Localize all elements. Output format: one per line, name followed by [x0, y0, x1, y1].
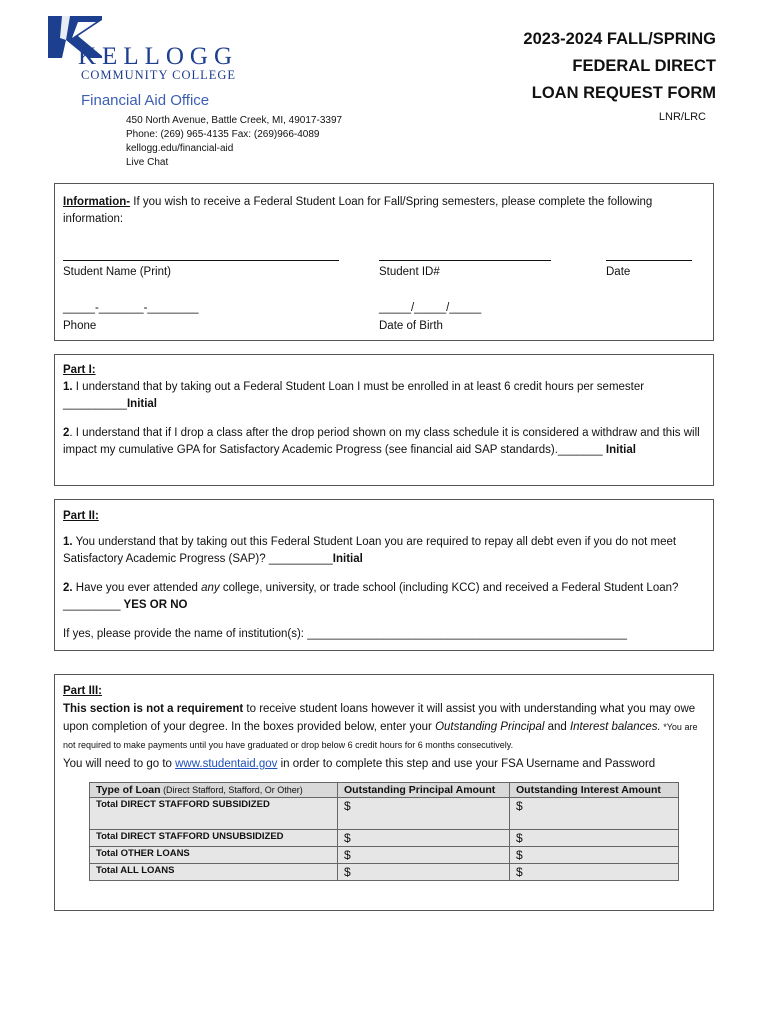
student-id-field[interactable] [379, 260, 551, 261]
item-number: 1. [63, 381, 73, 393]
item-emphasis: any [201, 582, 220, 594]
part-2-section [54, 499, 714, 651]
phone-label: Phone [63, 320, 97, 332]
institution-label: If yes, please provide the name of institution(s): [63, 628, 308, 640]
table-row [90, 830, 679, 847]
part-3-content [63, 683, 709, 773]
intro-principal: Outstanding Principal [435, 721, 545, 733]
loan-type: Total DIRECT STAFFORD UNSUBSIDIZED [90, 830, 338, 847]
interest-amount-field[interactable]: $ [510, 830, 679, 847]
initial-label: Initial [332, 553, 363, 565]
table-row [90, 798, 679, 830]
studentaid-instruction [63, 756, 709, 773]
part-2-initial-field[interactable]: __________ [268, 553, 333, 565]
title-line-1: 2023-2024 FALL/SPRING [523, 30, 716, 48]
intro-and: and [544, 721, 570, 733]
item-number: 1. [63, 536, 73, 548]
intro-bold: This section is not a requirement [63, 703, 244, 715]
item-number: 2 [63, 427, 70, 439]
instruction-text: in order to complete this step and use your FSA Username and Password [277, 758, 656, 770]
form-code: LNR/LRC [658, 111, 706, 123]
part-1-heading: Part I: [63, 364, 96, 376]
part-1-content [63, 362, 707, 459]
information-text: If you wish to receive a Federal Student Loan for Fall/Spring semesters, please complete the following information: [63, 196, 653, 225]
phone-field[interactable]: _____-_______-________ [63, 302, 199, 314]
part-3-section [54, 674, 714, 911]
item-text: You understand that by taking out this Federal Student Loan you are required to repay all debt even if you do not meet Satisfactory Academic Progress (SAP)? [63, 536, 677, 565]
item-text: . I understand that if I drop a class after the drop period shown on my class schedule it is considered a withdraw and this will impact my cumulative GPA for Satisfactory Academic Progress (see financial aid SAP standards). [63, 427, 700, 456]
institution-field[interactable]: __________________________________________________ [307, 628, 627, 640]
loan-table [89, 782, 679, 881]
address: 450 North Avenue, Battle Creek, MI, 49017-3397 [126, 115, 343, 126]
part-2-item-2 [63, 580, 707, 614]
interest-amount-field[interactable]: $ [510, 847, 679, 864]
student-id-label: Student ID# [379, 266, 440, 278]
part-3-heading: Part III: [63, 685, 102, 697]
item-text: college, university, or trade school (including KCC) and received a Federal Student Loan? [219, 582, 679, 594]
part-2-heading: Part II: [63, 510, 99, 522]
initial-label: Initial [602, 444, 636, 456]
office-name: Financial Aid Office [81, 92, 210, 109]
institution-row [63, 626, 707, 643]
website: kellogg.edu/financial-aid [126, 143, 234, 154]
item-text: Have you ever attended [72, 582, 202, 594]
principal-amount-field[interactable]: $ [338, 830, 510, 847]
intro-note: *You are not required to make payments until you have graduated or drop below 6 credit hours for 6 months consecutively. [63, 722, 698, 750]
part-3-intro [63, 700, 709, 754]
information-section [54, 183, 714, 341]
intro-interest: Interest balances. [569, 721, 661, 733]
initial-label: Initial [126, 398, 157, 410]
part-2-item-1 [63, 534, 707, 568]
date-field[interactable] [606, 260, 692, 261]
intro-text: to receive student loans however it will assist you with understanding what you may owe upon completion of your degree. In the boxes provided below, enter your [63, 703, 696, 733]
logo-wordmark: KELLOGG [78, 43, 239, 70]
part-1-initial-1-field[interactable]: __________ [63, 398, 127, 410]
table-row [90, 864, 679, 881]
part-1-item-2 [63, 425, 707, 459]
col-interest: Outstanding Interest Amount [510, 783, 679, 798]
table-row [90, 847, 679, 864]
information-heading: Information- [63, 196, 131, 208]
loan-type: Total DIRECT STAFFORD SUBSIDIZED [90, 798, 338, 830]
part-1-item-1 [63, 379, 707, 413]
yes-no-field[interactable]: _________ [63, 599, 121, 611]
phone-fax: Phone: (269) 965-4135 Fax: (269)966-4089 [126, 129, 320, 140]
loan-type: Total OTHER LOANS [90, 847, 338, 864]
col-principal: Outstanding Principal Amount [338, 783, 510, 798]
live-chat: Live Chat [126, 157, 169, 168]
dob-label: Date of Birth [379, 320, 443, 332]
part-1-initial-2-field[interactable]: _______ [557, 444, 603, 456]
item-number: 2. [63, 582, 73, 594]
form-title [523, 26, 716, 107]
principal-amount-field[interactable]: $ [338, 847, 510, 864]
logo-subtitle: COMMUNITY COLLEGE [81, 68, 237, 82]
title-line-2: FEDERAL DIRECT [572, 57, 716, 75]
instruction-text: You will need to go to [63, 758, 176, 770]
interest-amount-field[interactable]: $ [510, 798, 679, 830]
col-label: Type of Loan [96, 784, 161, 796]
dob-field[interactable]: _____/_____/_____ [379, 302, 482, 314]
contact-block [126, 114, 342, 170]
studentaid-link[interactable]: www.studentaid.gov [175, 758, 278, 770]
col-note: (Direct Stafford, Stafford, Or Other) [160, 785, 303, 795]
yes-no-label: YES OR NO [120, 599, 188, 611]
interest-amount-field[interactable]: $ [510, 864, 679, 881]
loan-table-header [90, 783, 679, 798]
loan-type: Total ALL LOANS [90, 864, 338, 881]
information-intro [63, 194, 703, 228]
item-text: I understand that by taking out a Federal Student Loan I must be enrolled in at least 6 credit hours per semester [72, 381, 645, 393]
principal-amount-field[interactable]: $ [338, 864, 510, 881]
principal-amount-field[interactable]: $ [338, 798, 510, 830]
date-label: Date [606, 266, 631, 278]
student-name-field[interactable] [63, 260, 339, 261]
part-1-section [54, 354, 714, 486]
col-type-of-loan [90, 783, 338, 798]
part-2-content [63, 508, 707, 643]
student-name-label: Student Name (Print) [63, 266, 172, 278]
title-line-3: LOAN REQUEST FORM [531, 84, 716, 102]
